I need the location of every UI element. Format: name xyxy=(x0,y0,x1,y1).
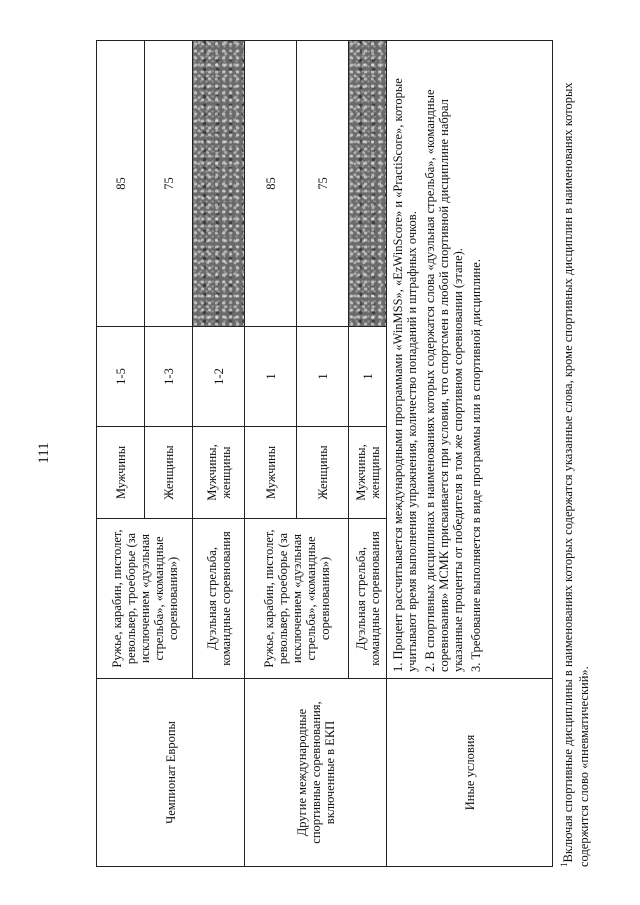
percent-cell: 75 xyxy=(297,41,349,327)
note-1: 1. Процент рассчитывается международными программами «WinMSS», «EzWinScore» и «PractiScore», которые учитывают время выполнения упражнения, количество попаданий и штрафных очков. xyxy=(391,78,419,672)
gender-cell: Женщины xyxy=(145,427,193,519)
gender-cell: Мужчины, женщины xyxy=(193,427,245,519)
discipline-cell: Дуэльная стрельба, командные соревнования xyxy=(349,519,387,679)
table-row xyxy=(245,41,297,867)
gender-cell: Мужчины xyxy=(245,427,297,519)
discipline-cell: Ружье, карабин, пистолет, револьвер, троеборье (за исключением «дуэльная стрельба», «командные соревнования») xyxy=(97,519,193,679)
discipline-cell: Ружье, карабин, пистолет, револьвер, троеборье (за исключением «дуэльная стрельба», «командные соревнования») xyxy=(245,519,349,679)
note-2: 2. В спортивных дисциплинах в наименованиях которых содержатся слова «дуэльная стрельба», «командные соревнования» МСМК присваивается при условии, что спортсмен в любой спортивной дисциплине набрал указанные проценты от победителя в том же спортивном соревновании (этапе). xyxy=(423,89,465,672)
gender-cell: Мужчины, женщины xyxy=(349,427,387,519)
note-3: 3. Требование выполняется в виде программы или в спортивной дисциплине. xyxy=(469,259,483,672)
footnote-marker: 1 xyxy=(559,862,569,867)
other-conditions-label: Иные условия xyxy=(387,679,553,867)
competition-cell: Другие международные спортивные соревнования, включенные в ЕКП xyxy=(245,679,387,867)
shaded-cell xyxy=(349,41,387,327)
other-conditions-notes xyxy=(387,41,553,679)
gender-cell: Женщины xyxy=(297,427,349,519)
percent-cell: 75 xyxy=(145,41,193,327)
table-row xyxy=(387,41,553,867)
footnote-text: Включая спортивные дисциплины в наименованиях которых содержатся указанные слова, кроме спортивных дисциплин в наименованях которых содержится слово «пневматический». xyxy=(561,82,592,867)
place-cell: 1 xyxy=(349,327,387,427)
gender-cell: Мужчины xyxy=(97,427,145,519)
footnote xyxy=(556,41,592,867)
percent-cell: 85 xyxy=(245,41,297,327)
place-cell: 1 xyxy=(297,327,349,427)
competition-cell: Чемпионат Европы xyxy=(97,679,245,867)
place-cell: 1-3 xyxy=(145,327,193,427)
page-number: 111 xyxy=(36,442,52,464)
discipline-cell: Дуэльная стрельба, командные соревнования xyxy=(193,519,245,679)
qualification-table xyxy=(96,40,553,867)
shaded-cell xyxy=(193,41,245,327)
place-cell: 1-2 xyxy=(193,327,245,427)
place-cell: 1-5 xyxy=(97,327,145,427)
place-cell: 1 xyxy=(245,327,297,427)
percent-cell: 85 xyxy=(97,41,145,327)
table-row xyxy=(97,41,145,867)
